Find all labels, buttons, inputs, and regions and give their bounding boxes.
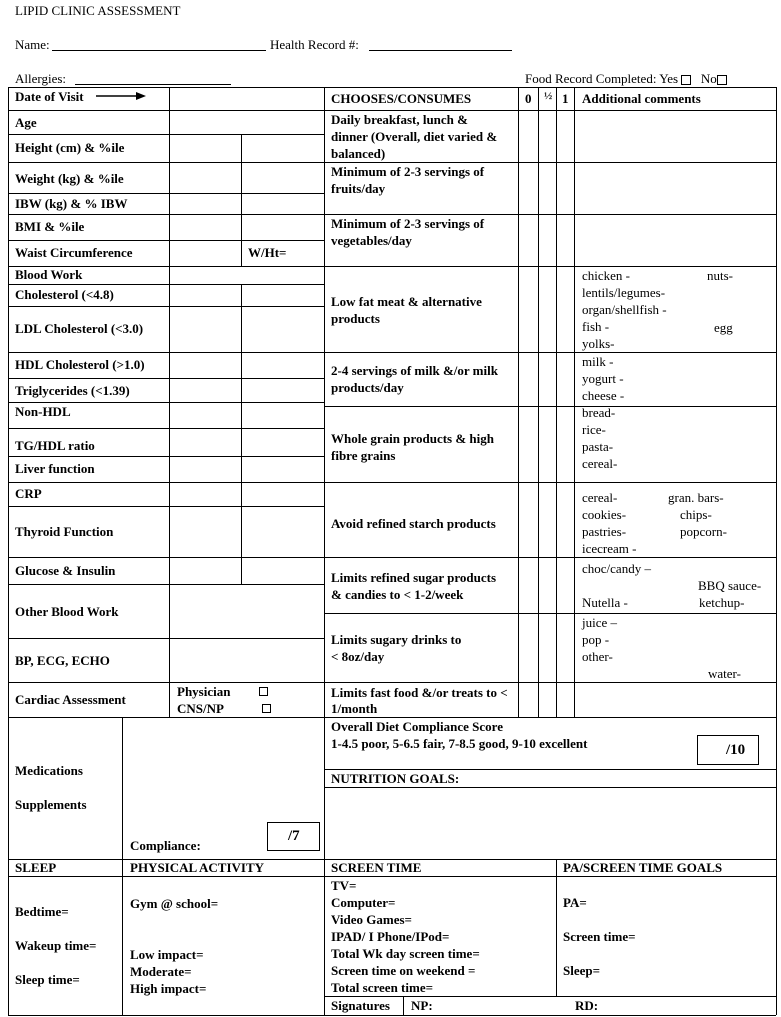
row-line (8, 193, 324, 194)
cnsnp-checkbox[interactable] (262, 704, 271, 713)
comment-granola-bars: gran. bars- (668, 490, 724, 505)
bedtime-label: Bedtime= (15, 904, 69, 919)
name-field[interactable] (52, 50, 266, 51)
row-line (324, 214, 776, 215)
glucose-label: Glucose & Insulin (15, 563, 116, 578)
overall-score-box[interactable] (697, 735, 759, 765)
diet-item-milk-l1: 2-4 servings of milk &/or milk (331, 363, 498, 378)
high-impact-label: High impact= (130, 981, 207, 996)
row-line (8, 456, 324, 457)
comment-milk: milk - (582, 354, 614, 369)
compliance-label: Compliance: (130, 838, 201, 853)
comments-col-left (574, 87, 575, 717)
health-record-label: Health Record #: (270, 37, 359, 52)
diet-item-grain-l2: fibre grains (331, 448, 396, 463)
comment-nuts: nuts- (707, 268, 733, 283)
comment-chips: chips- (680, 507, 712, 522)
score-0-header: 0 (525, 91, 532, 106)
crp-label: CRP (15, 486, 42, 501)
diet-item-grain-l1: Whole grain products & high (331, 431, 495, 446)
comment-pasta: pasta- (582, 439, 614, 454)
comment-cookies: cookies- (582, 507, 627, 522)
diet-item-meat-l2: products (331, 311, 380, 326)
weekday-screen-label: Total Wk day screen time= (331, 946, 480, 961)
comment-pop: pop - (582, 632, 610, 647)
triglycerides-label: Triglycerides (<1.39) (15, 383, 130, 398)
row-line (8, 557, 324, 558)
diet-item-milk-l2: products/day (331, 380, 404, 395)
table-bottom-border (8, 1015, 776, 1016)
table-right-border (776, 87, 777, 1015)
cnsnp-label: CNS/NP (177, 701, 224, 716)
ldl-label: LDL Cholesterol (<3.0) (15, 321, 144, 336)
pa-screen-goals-header: PA/SCREEN TIME GOALS (563, 860, 723, 875)
comment-bread: bread- (582, 405, 616, 420)
diet-item-fastfood-l2: 1/month (331, 701, 378, 716)
wht-label: W/Ht= (248, 245, 287, 260)
food-record-no-label: No (700, 71, 717, 86)
row-line (8, 717, 324, 718)
diet-item-veg-l2: vegetables/day (331, 233, 412, 248)
screen-goal-label: Screen time= (563, 929, 636, 944)
food-record-no-checkbox[interactable] (717, 75, 727, 85)
ipad-label: IPAD/ I Phone/IPod= (331, 929, 450, 944)
comment-water: water- (708, 666, 741, 681)
allergies-field[interactable] (75, 84, 231, 85)
gym-label: Gym @ school= (130, 896, 219, 911)
row-line (324, 717, 776, 718)
score-col-half-left (538, 87, 539, 717)
row-line (8, 110, 324, 111)
comment-egg: egg (714, 320, 733, 335)
row-line (8, 306, 324, 307)
rd-signature-label: RD: (575, 998, 599, 1013)
score-half-header: ½ (544, 90, 553, 102)
weight-label: Weight (kg) & %ile (15, 171, 124, 186)
row-line (324, 406, 776, 407)
arrow-right-icon (96, 91, 146, 101)
non-hdl-label: Non-HDL (15, 404, 71, 419)
bottom-col-3 (556, 859, 557, 996)
comment-chicken: chicken - (582, 268, 631, 283)
food-record-yes-label: Food Record Completed: Yes (525, 71, 679, 86)
comments-header: Additional comments (582, 91, 701, 106)
diet-item-sugar-l1: Limits refined sugar products (331, 570, 497, 585)
comment-nutella: Nutella - (582, 595, 628, 610)
physician-checkbox[interactable] (259, 687, 268, 696)
comment-yolks: yolks- (582, 336, 615, 351)
row-line (8, 162, 324, 163)
food-record-yes-checkbox[interactable] (681, 75, 691, 85)
row-line (8, 638, 324, 639)
comment-ketchup: ketchup- (699, 595, 745, 610)
diet-item-drinks-l1: Limits sugary drinks to (331, 632, 462, 647)
comment-cereal-grain: cereal- (582, 456, 618, 471)
page-title: LIPID CLINIC ASSESSMENT (15, 3, 181, 18)
comment-bbq: BBQ sauce- (698, 578, 762, 593)
comment-pastries: pastries- (582, 524, 627, 539)
waist-label: Waist Circumference (15, 245, 133, 260)
compliance-score: /7 (288, 828, 300, 844)
video-games-label: Video Games= (331, 912, 412, 927)
meds-col-divider (122, 717, 123, 859)
signatures-label: Signatures (331, 998, 390, 1013)
comment-fish: fish - (582, 319, 610, 334)
diet-item-sugar-l2: & candies to < 1-2/week (331, 587, 464, 602)
row-line (324, 162, 776, 163)
row-line (324, 352, 776, 353)
row-line (8, 352, 324, 353)
nutrition-goals-label: NUTRITION GOALS: (331, 771, 460, 786)
score-col-0-left (518, 87, 519, 717)
bp-label: BP, ECG, ECHO (15, 653, 110, 668)
row-line (8, 682, 324, 683)
pa-goal-label: PA= (563, 895, 587, 910)
comment-juice: juice – (582, 615, 618, 630)
row-line (8, 134, 324, 135)
computer-label: Computer= (331, 895, 396, 910)
table-top-border (8, 87, 776, 88)
cholesterol-label: Cholesterol (<4.8) (15, 287, 114, 302)
age-label: Age (15, 115, 37, 130)
food-record-label (525, 71, 727, 87)
compliance-score-box[interactable] (267, 822, 320, 851)
bmi-label: BMI & %ile (15, 219, 85, 234)
row-line (324, 557, 776, 558)
row-line (8, 506, 324, 507)
row-line (8, 876, 776, 877)
other-blood-label: Other Blood Work (15, 604, 119, 619)
medications-label: Medications (15, 763, 83, 778)
diet-item-breakfast-l2: dinner (Overall, diet varied & (331, 129, 498, 144)
row-line (324, 769, 776, 770)
comment-rice: rice- (582, 422, 606, 437)
signatures-divider (403, 996, 404, 1015)
comment-popcorn: popcorn- (680, 524, 727, 539)
blood-work-label: Blood Work (15, 267, 83, 282)
allergies-label: Allergies: (15, 71, 67, 86)
row-line (324, 787, 776, 788)
chooses-consumes-header: CHOOSES/CONSUMES (331, 91, 472, 106)
physical-activity-header: PHYSICAL ACTIVITY (130, 860, 265, 875)
diet-item-fastfood-l1: Limits fast food &/or treats to < (331, 685, 508, 700)
tv-label: TV= (331, 878, 357, 893)
liver-label: Liver function (15, 461, 95, 476)
left-subcol-1 (241, 134, 242, 266)
bottom-col-1 (122, 859, 123, 1015)
comment-organ: organ/shellfish - (582, 302, 667, 317)
score-col-1-left (556, 87, 557, 717)
diet-item-meat-l1: Low fat meat & alternative (331, 294, 482, 309)
wakeup-label: Wakeup time= (15, 938, 97, 953)
height-label: Height (cm) & %ile (15, 140, 125, 155)
diet-item-starch: Avoid refined starch products (331, 516, 496, 531)
sleep-goal-label: Sleep= (563, 963, 601, 978)
comment-lentils: lentils/legumes- (582, 285, 666, 300)
name-label: Name: (15, 37, 50, 52)
row-line (8, 378, 324, 379)
row-line (324, 682, 776, 683)
diet-item-fruits-l1: Minimum of 2-3 servings of (331, 164, 485, 179)
row-line (324, 266, 776, 267)
thyroid-label: Thyroid Function (15, 524, 114, 539)
row-line (8, 240, 324, 241)
row-line (8, 584, 324, 585)
np-signature-label: NP: (411, 998, 433, 1013)
diet-item-veg-l1: Minimum of 2-3 servings of (331, 216, 485, 231)
physician-label: Physician (177, 684, 231, 699)
row-line (8, 428, 324, 429)
low-impact-label: Low impact= (130, 947, 204, 962)
total-screen-label: Total screen time= (331, 980, 434, 995)
ibw-label: IBW (kg) & % IBW (15, 196, 128, 211)
screen-time-header: SCREEN TIME (331, 860, 422, 875)
overall-score-scale: 1-4.5 poor, 5-6.5 fair, 7-8.5 good, 9-10 excellent (331, 736, 588, 751)
row-line (8, 214, 324, 215)
date-of-visit-label: Date of Visit (15, 89, 84, 104)
score-1-header: 1 (562, 91, 569, 106)
tg-hdl-label: TG/HDL ratio (15, 438, 95, 453)
row-line (324, 110, 776, 111)
row-line (8, 402, 324, 403)
row-line (8, 284, 324, 285)
comment-candy: choc/candy – (582, 561, 651, 576)
comment-cheese: cheese - (582, 388, 625, 403)
comment-cereal: cereal- (582, 490, 618, 505)
row-line (8, 482, 324, 483)
row-line (324, 613, 776, 614)
diet-item-breakfast-l3: balanced) (331, 146, 386, 161)
diet-item-breakfast-l1: Daily breakfast, lunch & (331, 112, 468, 127)
weekend-screen-label: Screen time on weekend = (331, 963, 476, 978)
overall-score-value: /10 (726, 742, 746, 758)
supplements-label: Supplements (15, 797, 87, 812)
row-line (324, 482, 776, 483)
cardiac-label: Cardiac Assessment (15, 692, 126, 707)
sleep-header: SLEEP (15, 860, 57, 875)
left-subcol-2 (241, 284, 242, 584)
diet-item-drinks-l2: < 8oz/day (331, 649, 385, 664)
comment-icecream: icecream - (582, 541, 637, 556)
comment-other: other- (582, 649, 613, 664)
hdl-label: HDL Cholesterol (>1.0) (15, 357, 145, 372)
diet-item-fruits-l2: fruits/day (331, 181, 386, 196)
comment-yogurt: yogurt - (582, 371, 624, 386)
moderate-label: Moderate= (130, 964, 192, 979)
sleep-time-label: Sleep time= (15, 972, 80, 987)
overall-score-label: Overall Diet Compliance Score (331, 719, 503, 734)
health-record-field[interactable] (369, 50, 512, 51)
row-line (324, 996, 776, 997)
